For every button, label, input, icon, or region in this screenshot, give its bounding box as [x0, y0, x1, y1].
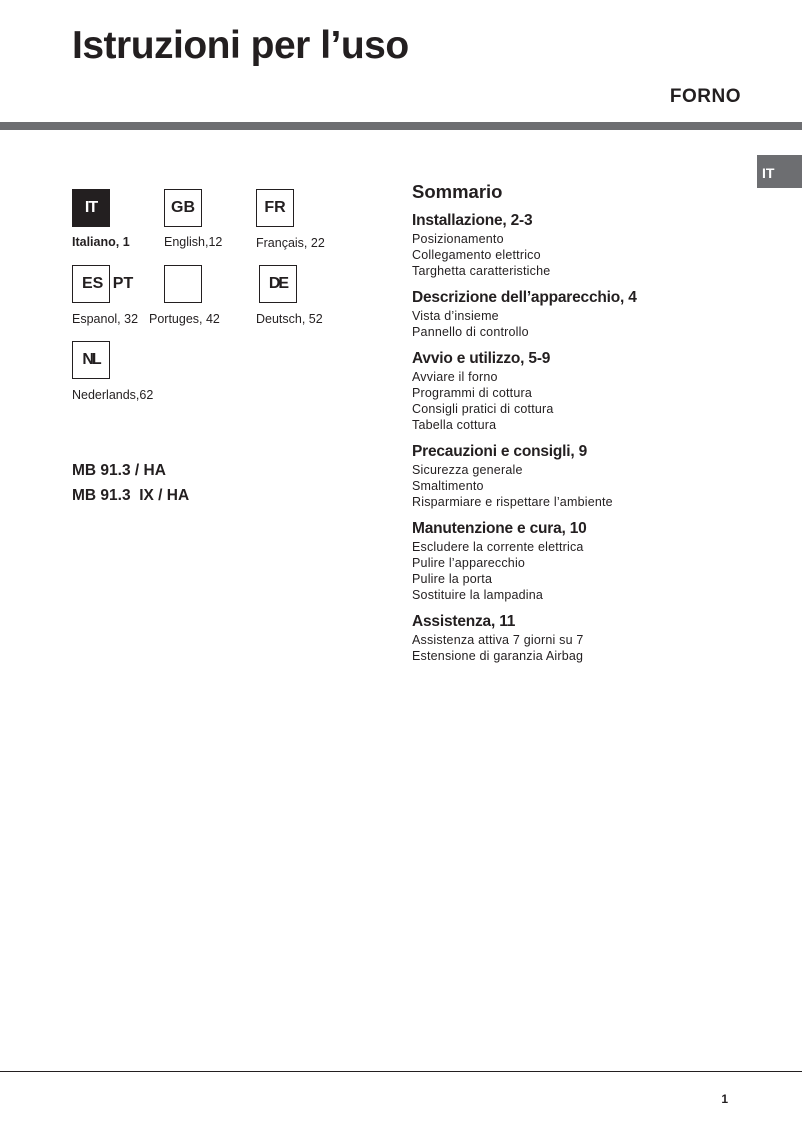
toc-item: Assistenza attiva 7 giorni su 7: [412, 633, 584, 647]
toc-heading[interactable]: Avvio e utilizzo, 5-9: [412, 350, 551, 367]
toc-item: Pannello di controllo: [412, 325, 529, 339]
language-label-gb: English,12: [164, 235, 223, 249]
language-code-pt: PT: [112, 275, 134, 292]
toc-item: Avviare il forno: [412, 370, 498, 384]
language-label-pt: Portuges, 42: [149, 312, 220, 326]
toc-item: Posizionamento: [412, 232, 504, 246]
model-number: MB 91.3 IX / HA: [72, 487, 190, 504]
language-box-de[interactable]: DE: [259, 265, 297, 303]
language-code-es: ES: [82, 275, 104, 292]
toc-item: Sicurezza generale: [412, 463, 523, 477]
page-title: Istruzioni per l’uso: [72, 24, 409, 67]
language-label-nl: Nederlands,62: [72, 388, 154, 402]
header-divider: [0, 122, 802, 130]
language-box-gb[interactable]: GB: [164, 189, 202, 227]
toc-section: [412, 443, 752, 510]
toc-section: [412, 613, 752, 664]
toc-section: [412, 350, 752, 433]
language-box-pt[interactable]: [164, 265, 202, 303]
toc-item: Pulire l’apparecchio: [412, 556, 526, 570]
toc-item: Tabella cottura: [412, 418, 497, 432]
language-label-fr: Français, 22: [256, 236, 325, 250]
language-label-de: Deutsch, 52: [256, 312, 323, 326]
language-box-nl[interactable]: NL: [72, 341, 110, 379]
toc-heading[interactable]: Descrizione dell’apparecchio, 4: [412, 289, 637, 306]
language-box-es[interactable]: [72, 265, 134, 303]
toc-item: Pulire la porta: [412, 572, 493, 586]
table-of-contents: [412, 181, 752, 674]
toc-title: Sommario: [412, 181, 503, 202]
toc-item: Sostituire la lampadina: [412, 588, 544, 602]
toc-heading[interactable]: Installazione, 2-3: [412, 212, 533, 229]
language-tab: IT: [757, 155, 802, 188]
toc-heading[interactable]: Manutenzione e cura, 10: [412, 520, 587, 537]
page-number: 1: [721, 1092, 728, 1106]
toc-section: [412, 520, 752, 603]
footer-divider: [0, 1071, 802, 1072]
language-box-fr[interactable]: FR: [256, 189, 294, 227]
toc-item: Risparmiare e rispettare l’ambiente: [412, 495, 613, 509]
toc-heading[interactable]: Precauzioni e consigli, 9: [412, 443, 588, 460]
toc-section: [412, 289, 752, 340]
toc-item: Consigli pratici di cottura: [412, 402, 554, 416]
toc-item: Collegamento elettrico: [412, 248, 541, 262]
language-label-es: Espanol, 32: [72, 312, 139, 326]
toc-item: Estensione di garanzia Airbag: [412, 649, 584, 663]
toc-item: Smaltimento: [412, 479, 484, 493]
product-type: FORNO: [669, 86, 741, 107]
toc-item: Vista d’insieme: [412, 309, 499, 323]
toc-heading[interactable]: Assistenza, 11: [412, 613, 516, 630]
language-label-it: Italiano, 1: [72, 235, 130, 249]
toc-section: [412, 212, 752, 279]
toc-item: Escludere la corrente elettrica: [412, 540, 584, 554]
language-box-it[interactable]: IT: [72, 189, 110, 227]
toc-item: Programmi di cottura: [412, 386, 533, 400]
toc-item: Targhetta caratteristiche: [412, 264, 551, 278]
model-number: MB 91.3 / HA: [72, 462, 166, 479]
